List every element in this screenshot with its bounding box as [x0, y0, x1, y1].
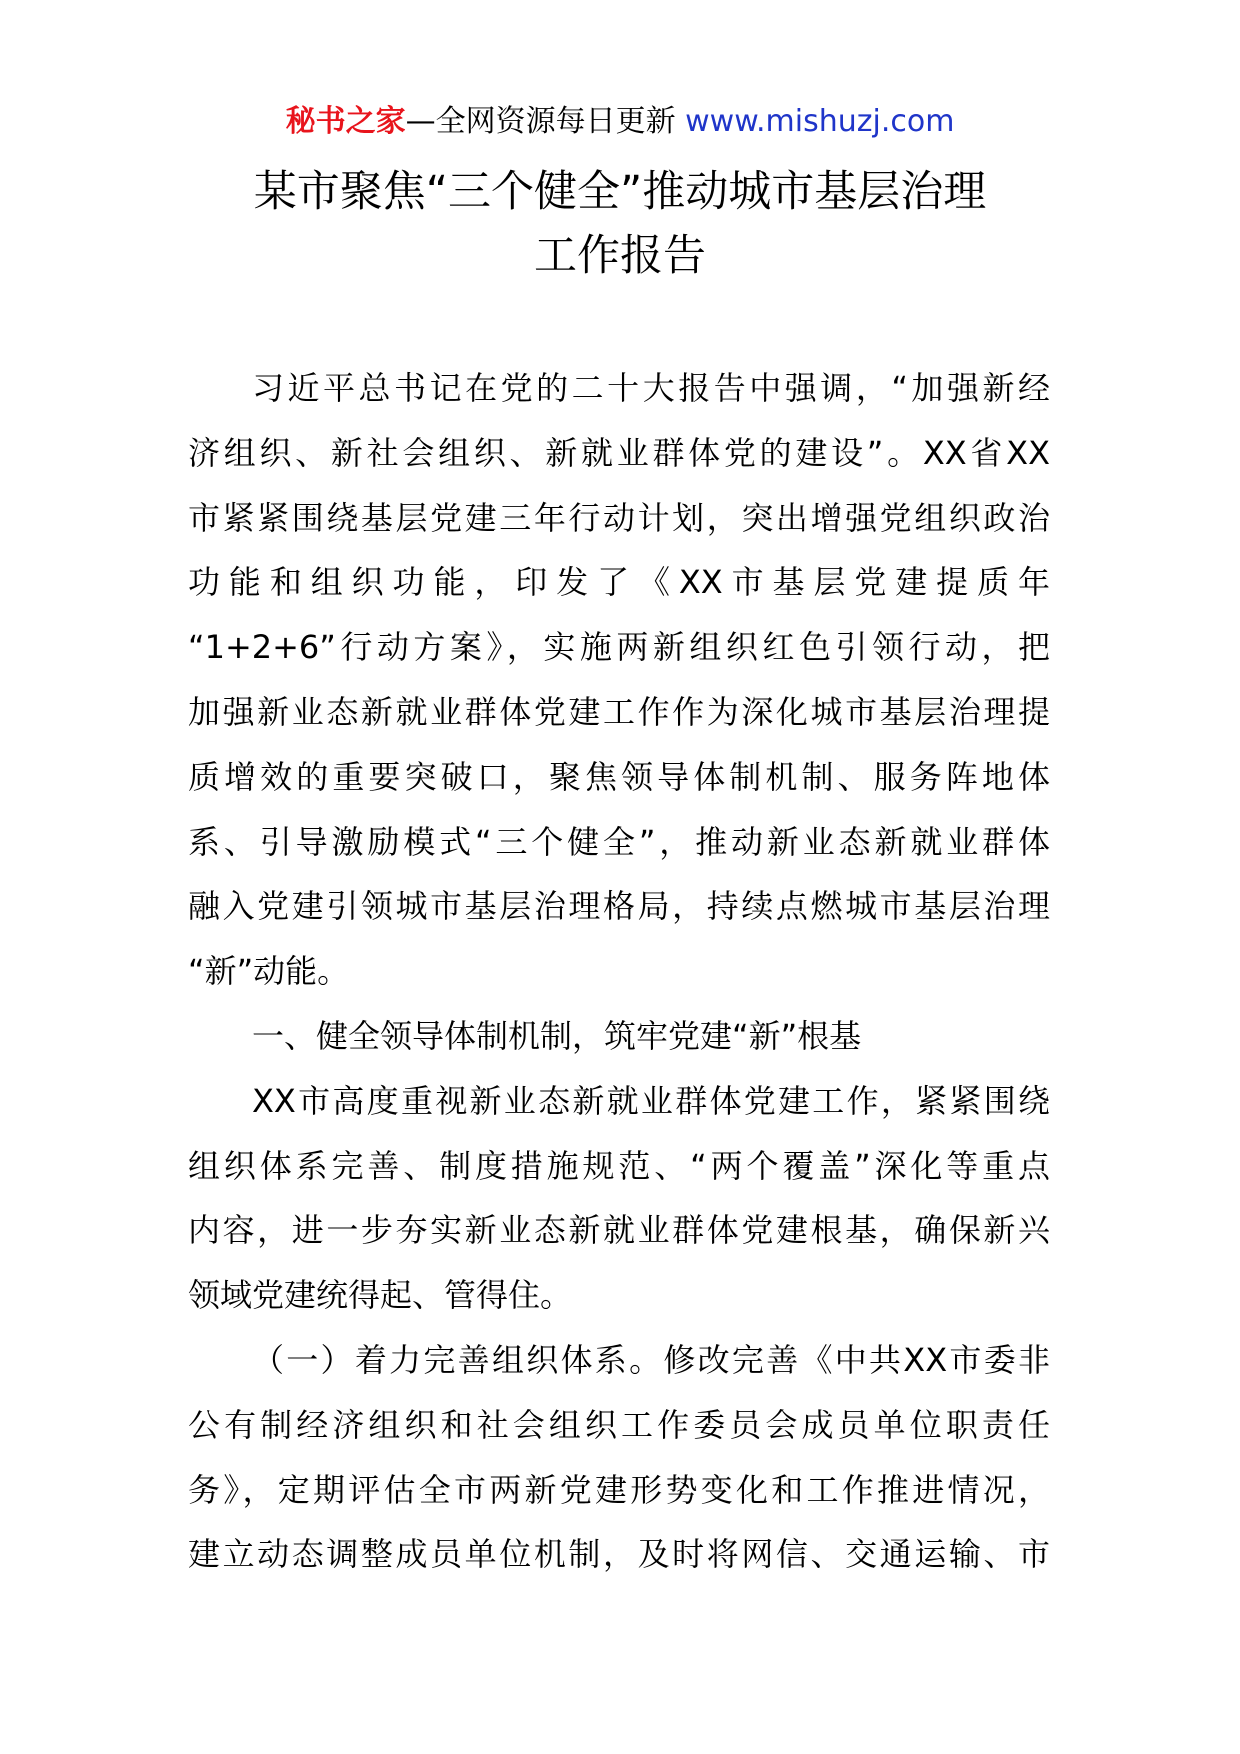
text-line: 建立动态调整成员单位机制，及时将网信、交通运输、市 — [188, 1535, 1050, 1574]
title-line-2: 工作报告 — [534, 231, 706, 281]
site-header — [0, 100, 1240, 144]
text-line: 融入党建引领城市基层治理格局，持续点燃城市基层治理 — [188, 887, 1050, 926]
document-title — [120, 160, 1120, 288]
site-url[interactable]: www.mishuzj.com — [685, 104, 955, 139]
document-body — [188, 356, 1050, 1587]
text-line: 加强新业态新就业群体党建工作作为深化城市基层治理提 — [188, 692, 1050, 731]
text-line: 领域党建统得起、管得住。 — [188, 1276, 573, 1315]
text-line: 市紧紧围绕基层党建三年行动计划，突出增强党组织政治 — [188, 498, 1050, 537]
brand-name: 秘书之家 — [285, 104, 406, 139]
paragraph-subsection-1 — [188, 1328, 1050, 1587]
text-line: 系、引导激励模式“三个健全”，推动新业态新就业群体 — [188, 822, 1050, 861]
section-heading-1: 一、健全领导体制机制，筑牢党建“新”根基 — [252, 1016, 862, 1055]
header-tagline: —全网资源每日更新 — [405, 104, 676, 139]
text-line: （一）着力完善组织体系。修改完善《中共XX市委非 — [252, 1340, 1050, 1379]
text-line: 内容，进一步夯实新业态新就业群体党建根基，确保新兴 — [188, 1211, 1050, 1250]
text-line: 务》，定期评估全市两新党建形势变化和工作推进情况， — [188, 1470, 1050, 1509]
text-line: 济组织、新社会组织、新就业群体党的建设”。XX省XX — [188, 433, 1050, 472]
text-line: 习近平总书记在党的二十大报告中强调，“加强新经 — [252, 369, 1050, 407]
text-line: 质增效的重要突破口，聚焦领导体制机制、服务阵地体 — [188, 757, 1050, 796]
text-line: XX市高度重视新业态新就业群体党建工作，紧紧围绕 — [252, 1081, 1050, 1120]
paragraph-section-1 — [188, 1069, 1050, 1328]
text-line: “新”动能。 — [188, 952, 350, 991]
text-line: 公有制经济组织和社会组织工作委员会成员单位职责任 — [188, 1405, 1050, 1444]
text-line: “1+2+6”行动方案》，实施两新组织红色引领行动，把 — [188, 628, 1050, 667]
text-line: 功能和组织功能，印发了《XX市基层党建提质年 — [188, 563, 1050, 602]
title-line-1: 某市聚焦“三个健全”推动城市基层治理 — [253, 167, 987, 217]
text-line: 组织体系完善、制度措施规范、“两个覆盖”深化等重点 — [188, 1146, 1050, 1185]
paragraph-intro — [188, 356, 1050, 1004]
